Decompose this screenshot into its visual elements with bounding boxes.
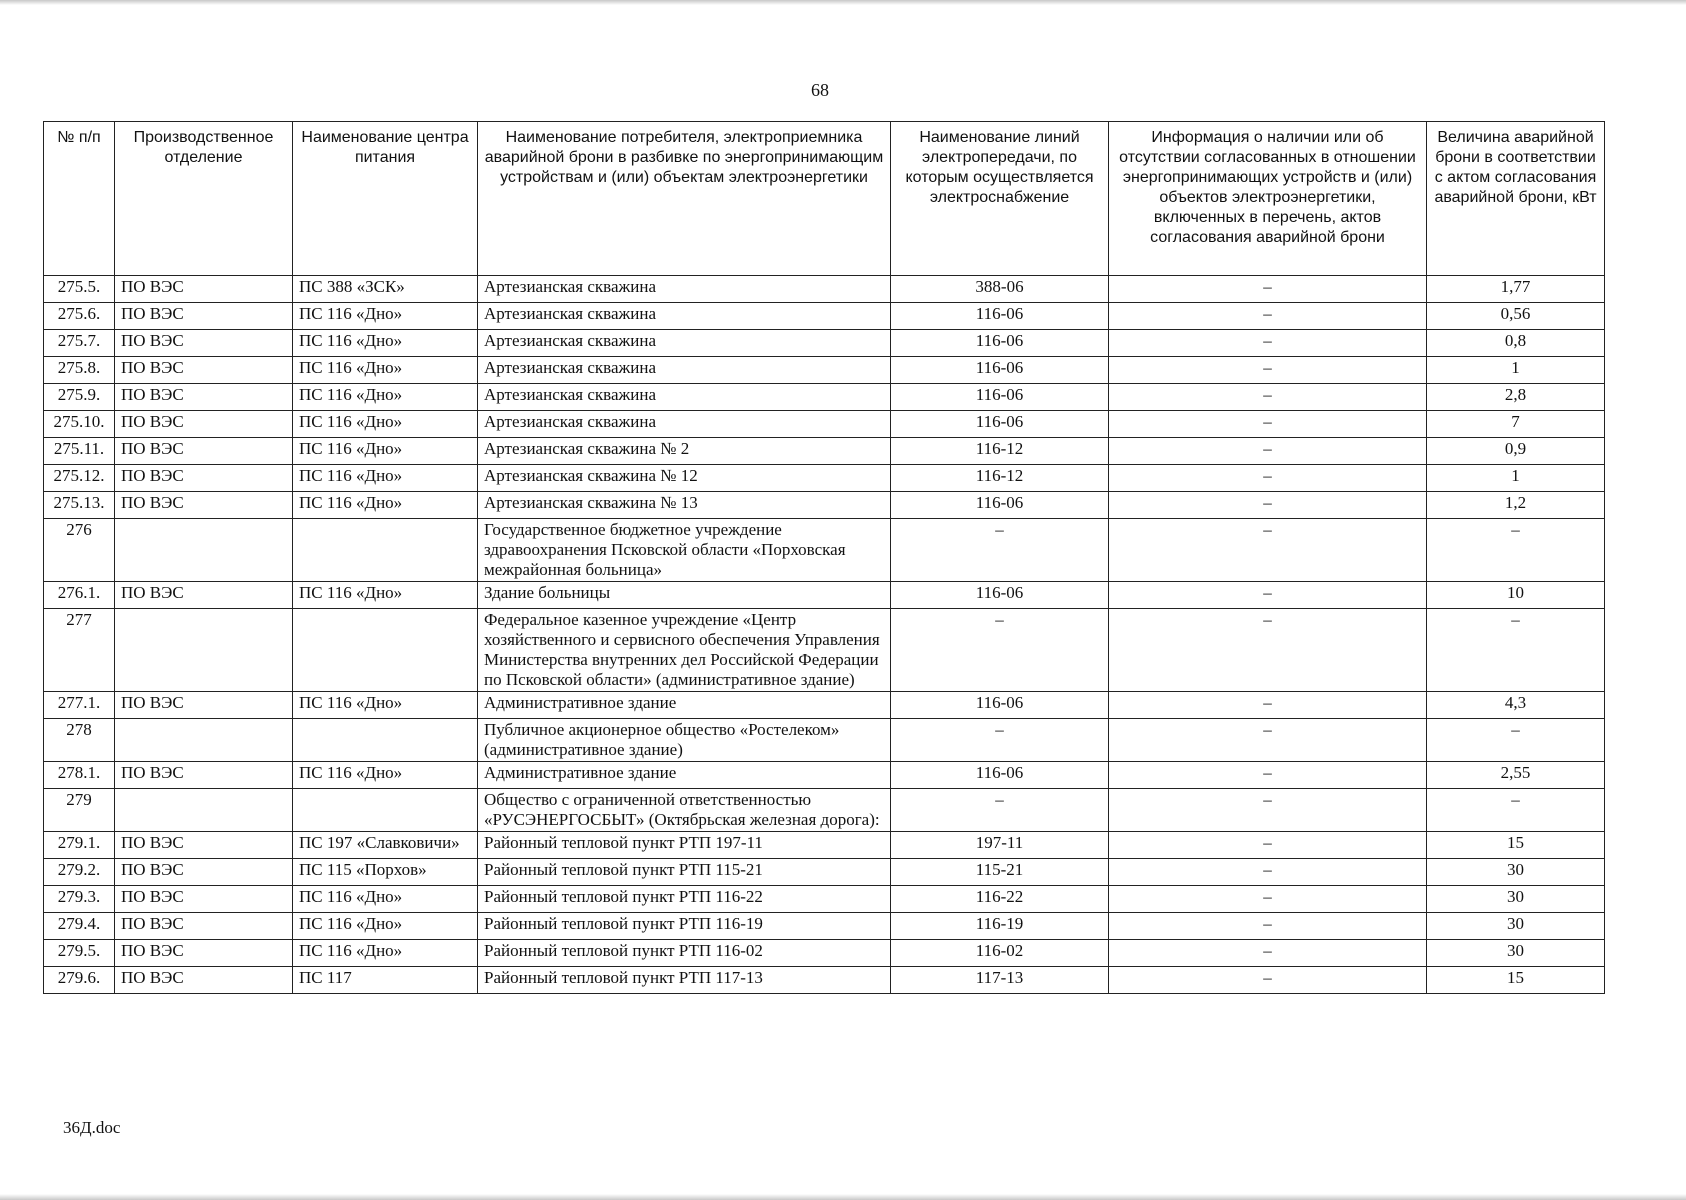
table-row xyxy=(44,384,1605,411)
table-row xyxy=(44,832,1605,859)
row-number: 279.4. xyxy=(44,913,115,940)
consumer-cell: Здание больницы xyxy=(478,582,891,609)
reserve-value-cell: 30 xyxy=(1427,940,1605,967)
consumer-cell: Артезианская скважина № 12 xyxy=(478,465,891,492)
table-body xyxy=(44,276,1605,994)
table-row xyxy=(44,719,1605,762)
power-line-cell: 116-06 xyxy=(891,330,1109,357)
department-cell: ПО ВЭС xyxy=(115,859,293,886)
reserve-value-cell: – xyxy=(1427,789,1605,832)
power-center-cell: ПС 116 «Дно» xyxy=(293,913,478,940)
table-row xyxy=(44,913,1605,940)
consumer-cell: Районный тепловой пункт РТП 116-19 xyxy=(478,913,891,940)
table-row xyxy=(44,859,1605,886)
row-number: 276.1. xyxy=(44,582,115,609)
agreement-info-cell: – xyxy=(1109,719,1427,762)
consumer-cell: Артезианская скважина № 13 xyxy=(478,492,891,519)
agreement-info-cell: – xyxy=(1109,303,1427,330)
row-number: 279.1. xyxy=(44,832,115,859)
agreement-info-cell: – xyxy=(1109,276,1427,303)
department-cell: ПО ВЭС xyxy=(115,967,293,994)
department-cell: ПО ВЭС xyxy=(115,411,293,438)
table-row xyxy=(44,411,1605,438)
reserve-value-cell: 4,3 xyxy=(1427,692,1605,719)
agreement-info-cell: – xyxy=(1109,967,1427,994)
table-row xyxy=(44,330,1605,357)
power-center-cell: ПС 116 «Дно» xyxy=(293,438,478,465)
power-center-cell xyxy=(293,609,478,692)
reserve-value-cell: 2,55 xyxy=(1427,762,1605,789)
table-row xyxy=(44,465,1605,492)
row-number: 275.13. xyxy=(44,492,115,519)
reserve-value-cell: 0,9 xyxy=(1427,438,1605,465)
row-number: 279 xyxy=(44,789,115,832)
consumer-cell: Общество с ограниченной ответственностью «РУСЭНЕРГОСБЫТ» (Октябрьская железная дорога): xyxy=(478,789,891,832)
consumer-cell: Артезианская скважина xyxy=(478,303,891,330)
table-row xyxy=(44,886,1605,913)
agreement-info-cell: – xyxy=(1109,789,1427,832)
power-center-cell: ПС 116 «Дно» xyxy=(293,411,478,438)
reserve-value-cell: 15 xyxy=(1427,832,1605,859)
power-line-cell: 116-06 xyxy=(891,692,1109,719)
department-cell xyxy=(115,719,293,762)
header-reserve-value: Величина аварийной брони в соответствии с актом согласования аварийной брони, кВт xyxy=(1427,122,1605,276)
power-line-cell: – xyxy=(891,719,1109,762)
reserve-value-cell: 2,8 xyxy=(1427,384,1605,411)
consumer-cell: Артезианская скважина № 2 xyxy=(478,438,891,465)
consumer-cell: Артезианская скважина xyxy=(478,357,891,384)
reserve-value-cell: 1,2 xyxy=(1427,492,1605,519)
agreement-info-cell: – xyxy=(1109,465,1427,492)
scan-edge-top xyxy=(0,0,1686,5)
reserve-value-cell: – xyxy=(1427,609,1605,692)
consumer-cell: Районный тепловой пункт РТП 115-21 xyxy=(478,859,891,886)
power-center-cell: ПС 116 «Дно» xyxy=(293,582,478,609)
consumer-cell: Районный тепловой пункт РТП 116-22 xyxy=(478,886,891,913)
agreement-info-cell: – xyxy=(1109,859,1427,886)
department-cell: ПО ВЭС xyxy=(115,438,293,465)
reserve-value-cell: 15 xyxy=(1427,967,1605,994)
power-line-cell: 116-06 xyxy=(891,303,1109,330)
consumer-cell: Районный тепловой пункт РТП 116-02 xyxy=(478,940,891,967)
reserve-value-cell: 1 xyxy=(1427,465,1605,492)
row-number: 278 xyxy=(44,719,115,762)
agreement-info-cell: – xyxy=(1109,940,1427,967)
agreement-info-cell: – xyxy=(1109,330,1427,357)
power-center-cell: ПС 116 «Дно» xyxy=(293,384,478,411)
agreement-info-cell: – xyxy=(1109,357,1427,384)
power-line-cell: 116-06 xyxy=(891,492,1109,519)
consumer-cell: Артезианская скважина xyxy=(478,384,891,411)
agreement-info-cell: – xyxy=(1109,913,1427,940)
row-number: 275.9. xyxy=(44,384,115,411)
consumer-cell: Публичное акционерное общество «Ростелеком» (административное здание) xyxy=(478,719,891,762)
department-cell: ПО ВЭС xyxy=(115,330,293,357)
table-row xyxy=(44,438,1605,465)
power-center-cell: ПС 388 «ЗСК» xyxy=(293,276,478,303)
table-row xyxy=(44,789,1605,832)
consumer-cell: Административное здание xyxy=(478,762,891,789)
agreement-info-cell: – xyxy=(1109,384,1427,411)
department-cell: ПО ВЭС xyxy=(115,384,293,411)
consumer-cell: Артезианская скважина xyxy=(478,330,891,357)
department-cell xyxy=(115,789,293,832)
row-number: 277.1. xyxy=(44,692,115,719)
reserve-value-cell: 7 xyxy=(1427,411,1605,438)
power-center-cell xyxy=(293,519,478,582)
department-cell: ПО ВЭС xyxy=(115,276,293,303)
power-line-cell: 116-12 xyxy=(891,465,1109,492)
consumer-cell: Федеральное казенное учреждение «Центр хозяйственного и сервисного обеспечения Управления Министерства внутренних дел Российской Федерации по Псковской области» (административное здание) xyxy=(478,609,891,692)
power-center-cell xyxy=(293,789,478,832)
power-center-cell: ПС 116 «Дно» xyxy=(293,303,478,330)
power-center-cell xyxy=(293,719,478,762)
table-row xyxy=(44,519,1605,582)
table-row xyxy=(44,303,1605,330)
footer-filename: 36Д.doc xyxy=(63,1118,121,1137)
table-row xyxy=(44,692,1605,719)
row-number: 275.8. xyxy=(44,357,115,384)
agreement-info-cell: – xyxy=(1109,438,1427,465)
row-number: 275.12. xyxy=(44,465,115,492)
department-cell xyxy=(115,519,293,582)
department-cell xyxy=(115,609,293,692)
department-cell: ПО ВЭС xyxy=(115,886,293,913)
department-cell: ПО ВЭС xyxy=(115,465,293,492)
row-number: 279.6. xyxy=(44,967,115,994)
agreement-info-cell: – xyxy=(1109,692,1427,719)
power-center-cell: ПС 116 «Дно» xyxy=(293,492,478,519)
row-number: 279.5. xyxy=(44,940,115,967)
reserve-value-cell: – xyxy=(1427,519,1605,582)
table-header-row xyxy=(44,122,1605,276)
department-cell: ПО ВЭС xyxy=(115,913,293,940)
consumer-cell: Районный тепловой пункт РТП 197-11 xyxy=(478,832,891,859)
power-center-cell: ПС 117 xyxy=(293,967,478,994)
power-line-cell: 116-22 xyxy=(891,886,1109,913)
table-row xyxy=(44,492,1605,519)
table-row xyxy=(44,609,1605,692)
agreement-info-cell: – xyxy=(1109,582,1427,609)
reserve-value-cell: 1,77 xyxy=(1427,276,1605,303)
power-center-cell: ПС 116 «Дно» xyxy=(293,330,478,357)
power-center-cell: ПС 197 «Славковичи» xyxy=(293,832,478,859)
table-row xyxy=(44,276,1605,303)
row-number: 275.11. xyxy=(44,438,115,465)
header-power-line: Наименование линий электропередачи, по которым осуществляется электроснабжение xyxy=(891,122,1109,276)
agreement-info-cell: – xyxy=(1109,886,1427,913)
consumer-cell: Артезианская скважина xyxy=(478,411,891,438)
power-line-cell: 116-12 xyxy=(891,438,1109,465)
row-number: 278.1. xyxy=(44,762,115,789)
power-line-cell: – xyxy=(891,609,1109,692)
reserve-value-cell: 0,8 xyxy=(1427,330,1605,357)
scan-edge-bottom xyxy=(0,1194,1686,1200)
reserve-value-cell: 0,56 xyxy=(1427,303,1605,330)
table-row xyxy=(44,357,1605,384)
reserve-value-cell: 30 xyxy=(1427,859,1605,886)
consumer-cell: Государственное бюджетное учреждение здравоохранения Псковской области «Порховская межрайонная больница» xyxy=(478,519,891,582)
power-line-cell: 115-21 xyxy=(891,859,1109,886)
consumer-cell: Районный тепловой пункт РТП 117-13 xyxy=(478,967,891,994)
header-num: № п/п xyxy=(44,122,115,276)
agreement-info-cell: – xyxy=(1109,609,1427,692)
agreement-info-cell: – xyxy=(1109,762,1427,789)
header-power-center: Наименование центра питания xyxy=(293,122,478,276)
power-line-cell: 116-06 xyxy=(891,411,1109,438)
header-department: Производственное отделение xyxy=(115,122,293,276)
table-row xyxy=(44,967,1605,994)
reserve-value-cell: 30 xyxy=(1427,913,1605,940)
power-line-cell: 116-06 xyxy=(891,357,1109,384)
row-number: 275.10. xyxy=(44,411,115,438)
row-number: 275.6. xyxy=(44,303,115,330)
row-number: 279.2. xyxy=(44,859,115,886)
table-row xyxy=(44,762,1605,789)
agreement-info-cell: – xyxy=(1109,832,1427,859)
power-line-cell: 388-06 xyxy=(891,276,1109,303)
power-line-cell: 117-13 xyxy=(891,967,1109,994)
department-cell: ПО ВЭС xyxy=(115,582,293,609)
header-agreement-info: Информация о наличии или об отсутствии согласованных в отношении энергопринимающих устройств и (или) объектов электроэнергетики, включенных в перечень, актов согласования аварийной брони xyxy=(1109,122,1427,276)
department-cell: ПО ВЭС xyxy=(115,832,293,859)
power-center-cell: ПС 116 «Дно» xyxy=(293,762,478,789)
department-cell: ПО ВЭС xyxy=(115,357,293,384)
row-number: 275.7. xyxy=(44,330,115,357)
row-number: 276 xyxy=(44,519,115,582)
department-cell: ПО ВЭС xyxy=(115,762,293,789)
department-cell: ПО ВЭС xyxy=(115,692,293,719)
department-cell: ПО ВЭС xyxy=(115,940,293,967)
power-line-cell: – xyxy=(891,789,1109,832)
row-number: 279.3. xyxy=(44,886,115,913)
row-number: 275.5. xyxy=(44,276,115,303)
consumer-cell: Административное здание xyxy=(478,692,891,719)
power-center-cell: ПС 116 «Дно» xyxy=(293,357,478,384)
power-line-cell: 197-11 xyxy=(891,832,1109,859)
reserve-table xyxy=(43,121,1605,994)
reserve-value-cell: 30 xyxy=(1427,886,1605,913)
power-line-cell: 116-06 xyxy=(891,384,1109,411)
power-line-cell: 116-02 xyxy=(891,940,1109,967)
agreement-info-cell: – xyxy=(1109,411,1427,438)
power-line-cell: 116-19 xyxy=(891,913,1109,940)
power-line-cell: 116-06 xyxy=(891,582,1109,609)
row-number: 277 xyxy=(44,609,115,692)
reserve-value-cell: 1 xyxy=(1427,357,1605,384)
page-number: 68 xyxy=(811,80,829,100)
power-line-cell: – xyxy=(891,519,1109,582)
department-cell: ПО ВЭС xyxy=(115,492,293,519)
department-cell: ПО ВЭС xyxy=(115,303,293,330)
reserve-value-cell: 10 xyxy=(1427,582,1605,609)
power-center-cell: ПС 116 «Дно» xyxy=(293,692,478,719)
power-center-cell: ПС 116 «Дно» xyxy=(293,465,478,492)
power-center-cell: ПС 116 «Дно» xyxy=(293,886,478,913)
reserve-value-cell: – xyxy=(1427,719,1605,762)
header-consumer: Наименование потребителя, электроприемника аварийной брони в разбивке по энергопринимающим устройствам и (или) объектам электроэнергетики xyxy=(478,122,891,276)
consumer-cell: Артезианская скважина xyxy=(478,276,891,303)
table-row xyxy=(44,582,1605,609)
power-center-cell: ПС 115 «Порхов» xyxy=(293,859,478,886)
power-center-cell: ПС 116 «Дно» xyxy=(293,940,478,967)
power-line-cell: 116-06 xyxy=(891,762,1109,789)
agreement-info-cell: – xyxy=(1109,492,1427,519)
agreement-info-cell: – xyxy=(1109,519,1427,582)
table-row xyxy=(44,940,1605,967)
